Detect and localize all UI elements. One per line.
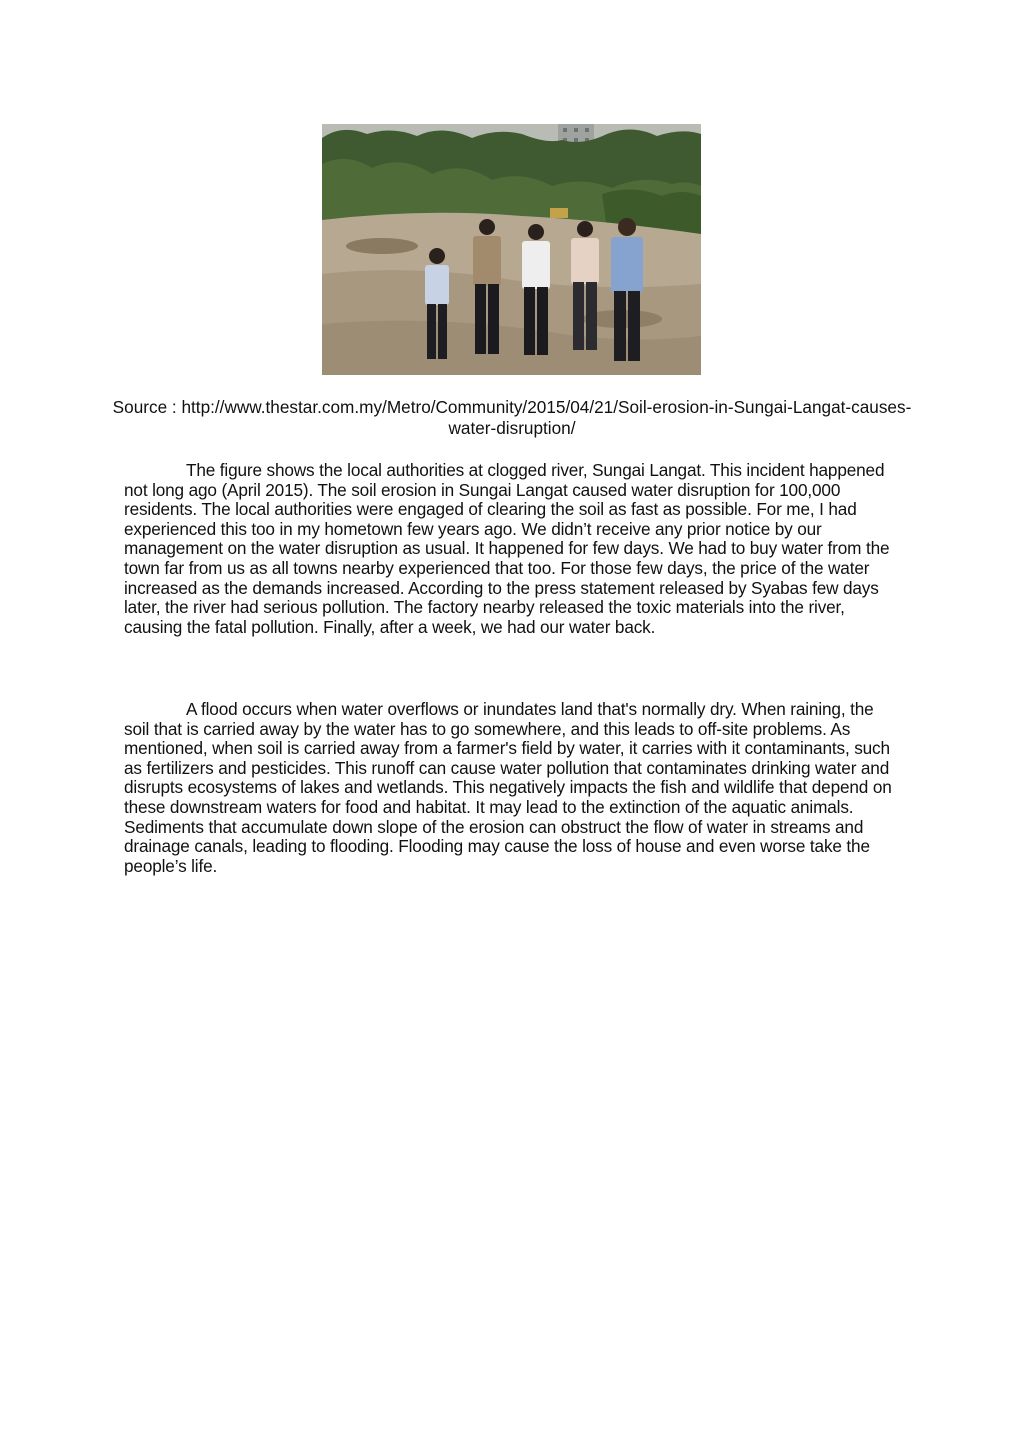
- photo-illustration: [322, 124, 701, 375]
- figure-photo: [322, 124, 701, 375]
- paragraph-2: A flood occurs when water overflows or inundates land that's normally dry. When raining, the soil that is carried away by the water has to go somewhere, and this leads to off-site problems. As mentioned, when soil is carried away from a farmer's field by water, it carries with it contaminants, such as fertilizers and pesticides. This runoff can cause water pollution that contaminates drinking water and disrupts ecosystems of lakes and wetlands. This negatively impacts the fish and wildlife that depend on these downstream waters for food and habitat. It may lead to the extinction of the aquatic animals. Sediments that accumulate down slope of the erosion can obstruct the flow of water in streams and drainage canals, leading to flooding. Flooding may cause the loss of house and even worse take the people’s life.: [124, 699, 892, 876]
- paragraph-1: The figure shows the local authorities at clogged river, Sungai Langat. This incident happened not long ago (April 2015). The soil erosion in Sungai Langat caused water disruption for 100,000 residents. The local authorities were engaged of clearing the soil as fast as possible. For me, I had experienced this too in my hometown few years ago. We didn’t receive any prior notice by our management on the water disruption as usual. It happened for few days. We had to buy water from the town far from us as all towns nearby experienced that too. For those few days, the price of the water increased as the demands increased. According to the press statement released by Syabas few days later, the river had serious pollution. The factory nearby released the toxic materials into the river, causing the fatal pollution. Finally, after a week, we had our water back.: [124, 460, 890, 637]
- source-caption: Source : http://www.thestar.com.my/Metro/Community/2015/04/21/Soil-erosion-in-Sungai-Langat-causes-water-disruption/: [112, 397, 912, 438]
